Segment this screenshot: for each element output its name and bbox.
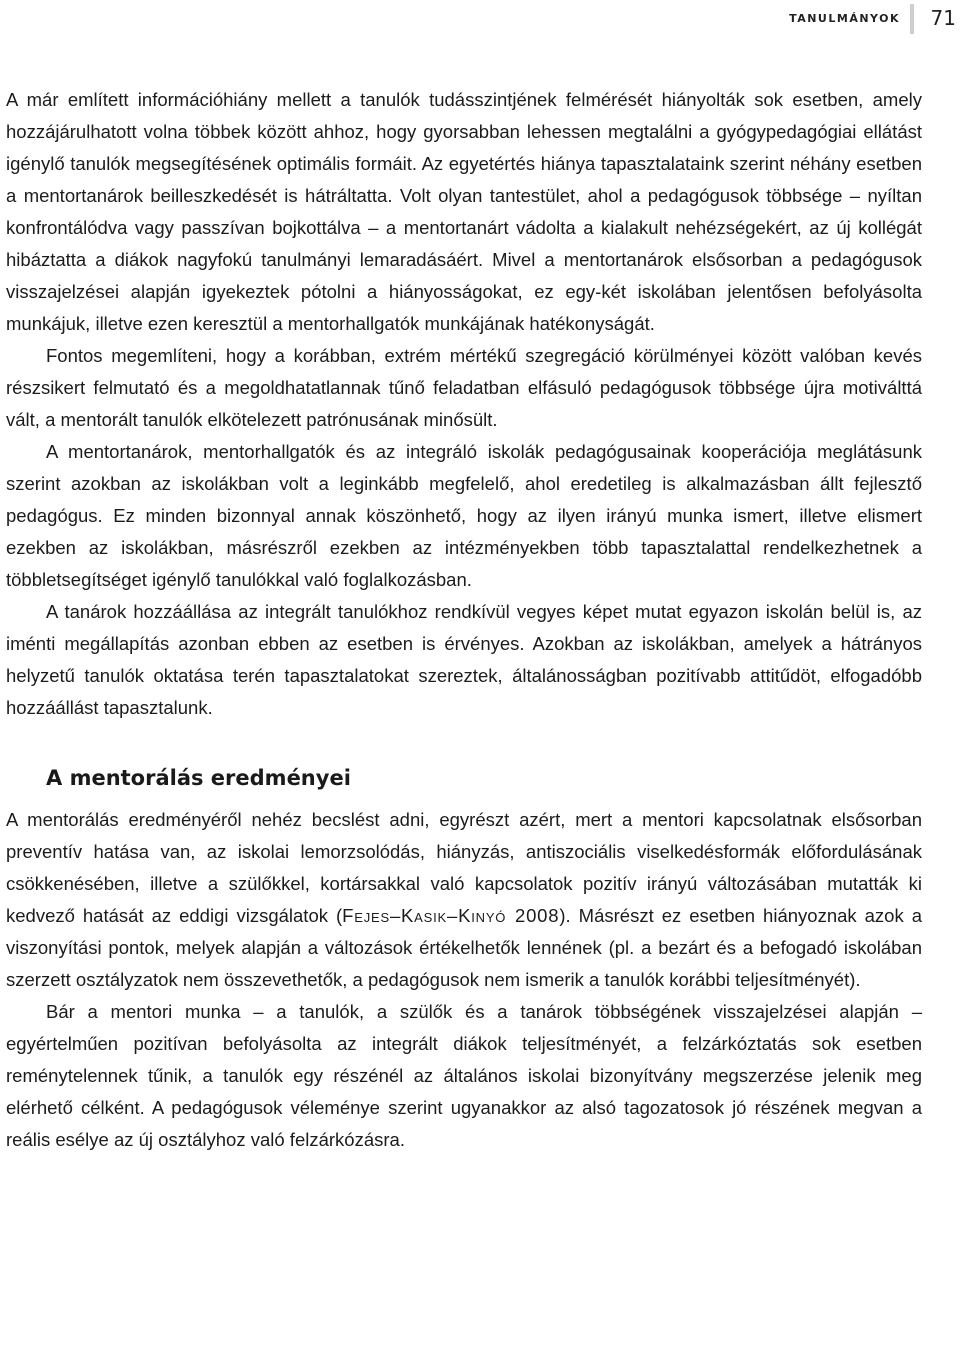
- paragraph-3: A mentortanárok, mentorhallgatók és az integráló iskolák pedagógusainak kooperációja meglátásunk szerint azokban az iskolákban volt a leginkább megfelelő, ahol eredetileg is alkalmazásban állt fejlesztő pedagógus. Ez minden bizonnyal annak köszönhető, hogy az ilyen irányú munka ismert, illetve elismert ezekben az iskolákban, másrészről ezekben az intézményekben több tapasztalattal rendelkezhetnek a többletsegítséget igénylő tanulókkal való foglalkozásban.: [6, 441, 922, 590]
- article-body: [6, 84, 922, 1156]
- paragraph-2: Fontos megemlíteni, hogy a korábban, extrém mértékű szegregáció körülményei között valóban kevés részsikert felmutató és a megoldhatatlannak tűnő feladatban elfásuló pedagógusok többsége újra motiválttá vált, a mentorált tanulók elkötelezett patrónusának minősült.: [6, 345, 922, 430]
- paragraph-5: [6, 804, 922, 996]
- paragraph-1: A már említett információhiány mellett a tanulók tudásszintjének felmérését hiányolták sok esetben, amely hozzájárulhatott volna többek között ahhoz, hogy gyorsabban lehessen megtalálni a gyógypedagógiai ellátást igénylő tanulók megsegítésének optimális formáit. Az egyetértés hiánya tapasztalataink szerint néhány esetben a mentortanárok beilleszkedését is hátráltatta. Volt olyan tantestület, ahol a pedagógusok többsége – nyíltan konfrontálódva vagy passzívan bojkottálva – a mentortanárt vádolta a kialakult nehézségekért, az új kollégát hibáztatta a diákok nagyfokú tanulmányi lemaradásáért. Mivel a mentortanárok elsősorban a pedagógusok visszajelzései alapján igyekeztek pótolni a hiányosságokat, ez egy-két iskolában jelentősen befolyásolta munkájuk, illetve ezen keresztül a mentorhallgatók munkájának hatékonyságát.: [6, 89, 922, 334]
- paragraph-5-text-start: A mentorálás eredményéről nehéz becslést adni, egyrészt azért, mert a mentori kapcsolatnak elsősorban preventív hatása van, az iskolai lemorzsolódás, hiányzás, antiszociális viselkedésformák előfordulásának csökkenésében, illetve a szülőkkel, kortársakkal való kapcsolatok pozitív irányú változásában mutatták ki kedvező hatását az eddigi vizsgálatok (: [6, 809, 922, 926]
- section-heading: A mentorálás eredményei: [46, 766, 351, 790]
- running-header: [560, 0, 960, 40]
- header-divider: [910, 4, 914, 34]
- page-number: 71: [930, 6, 956, 30]
- paragraph-5-text-end: ). Másrészt ez esetben hiányoznak azok a viszonyítási pontok, melyek alapján a változások értékelhetők lennének (pl. a bezárt és a befogadó iskolában szerzett osztályzatok nem összevethetők, a pedagógusok nem ismerik a tanulók korábbi teljesítményét).: [6, 905, 922, 990]
- paragraph-6: Bár a mentori munka – a tanulók, a szülők és a tanárok többségének visszajelzései alapján – egyértelműen pozitívan befolyásolta az integrált diákok teljesítményét, a felzárkóztatás sok esetben reménytelennek tűnik, a tanulók egy részénél az általános iskolai bizonyítvány megszerzése jelenik meg elérhető célként. A pedagógusok véleménye szerint ugyanakkor az alsó tagozatosok jó részének megvan a reális esélye az új osztályhoz való felzárkózásra.: [6, 1001, 922, 1150]
- paragraph-4: A tanárok hozzáállása az integrált tanulókhoz rendkívül vegyes képet mutat egyazon iskolán belül is, az iménti megállapítás azonban ebben az esetben is érvényes. Azokban az iskolákban, amelyek a hátrányos helyzetű tanulók oktatása terén tapasztalatokat szereztek, általánosságban pozitívabb attitűdöt, elfogadóbb hozzáállást tapasztalunk.: [6, 601, 922, 718]
- citation: Fejes–Kasik–Kinyó 2008: [342, 905, 560, 926]
- running-header-section: tanulmányok: [789, 8, 900, 26]
